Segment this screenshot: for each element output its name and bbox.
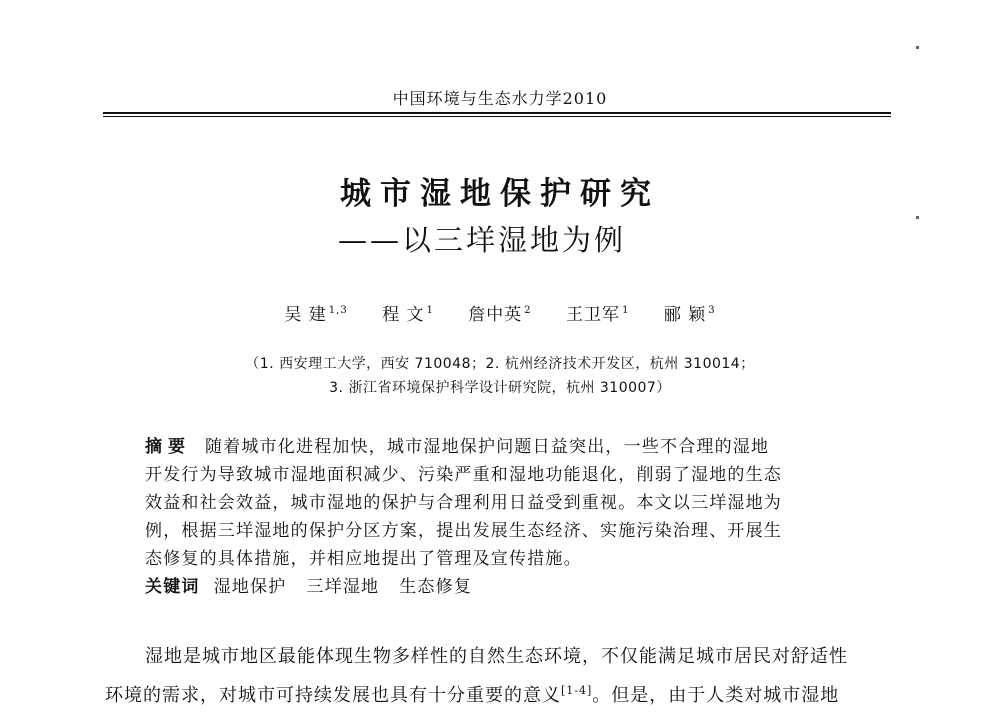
abstract (145, 433, 857, 601)
keyword: 生态修复 (399, 577, 473, 597)
body-line: 湿地是城市地区最能体现生物多样性的自然生态环境，不仅能满足城市居民对舒适性 (145, 646, 848, 667)
scan-speck (916, 46, 919, 49)
keyword: 湿地保护 (213, 577, 287, 597)
author (284, 305, 347, 325)
author-name: 詹中英 (468, 305, 523, 325)
header-rule-thin (103, 116, 891, 117)
author-name: 程 文 (382, 305, 425, 325)
body-text (105, 640, 895, 713)
citation-mark: [1-4] (561, 684, 593, 697)
author-name: 吴 建 (284, 305, 327, 325)
author-list (0, 300, 1000, 325)
author-name: 王卫军 (566, 305, 621, 325)
paper-title: 城市湿地保护研究 (340, 176, 660, 212)
author-affil-mark: 1 (426, 305, 434, 317)
author (382, 305, 434, 325)
abstract-line (145, 433, 857, 461)
keywords-label: 关键词 (145, 577, 200, 597)
author (664, 305, 716, 325)
abstract-line: 效益和社会效益，城市湿地的保护与合理利用日益受到重视。本文以三垟湿地为 (145, 493, 782, 513)
affiliation-line: 3. 浙江省环境保护科学设计研究院，杭州 310007） (329, 380, 671, 396)
journal-header: 中国环境与生态水力学2010 (392, 89, 608, 108)
header-rule-thick (103, 112, 891, 114)
author (468, 305, 531, 325)
abstract-line: 态修复的具体措施，并相应地提出了管理及宣传措施。 (145, 549, 582, 569)
paper-subtitle: ——以三垟湿地为例 (338, 223, 627, 257)
affiliation-line: （1. 西安理工大学，西安 710048；2. 杭州经济技术开发区，杭州 310014； (245, 356, 755, 372)
author-affil-mark: 3 (708, 305, 716, 317)
keywords-line (145, 573, 857, 601)
author-name: 郦 颖 (663, 305, 707, 325)
abstract-label: 摘要 (145, 437, 191, 457)
body-line (105, 674, 895, 713)
scan-speck (916, 216, 919, 219)
abstract-line: 开发行为导致城市湿地面积减少、污染严重和湿地功能退化，削弱了湿地的生态 (145, 465, 782, 485)
author-affil-mark: 1 (622, 305, 630, 317)
body-text-segment: 环境的需求，对城市可持续发展也具有十分重要的意义 (105, 685, 561, 706)
author (566, 305, 629, 325)
body-text-segment: 。但是，由于人类对城市湿地 (592, 685, 840, 706)
keyword: 三垟湿地 (306, 577, 380, 597)
abstract-text: 随着城市化进程加快，城市湿地保护问题日益突出，一些不合理的湿地 (205, 437, 770, 457)
abstract-line: 例，根据三垟湿地的保护分区方案，提出发展生态经济、实施污染治理、开展生 (145, 521, 782, 541)
author-affil-mark: 1,3 (328, 305, 348, 317)
author-affil-mark: 2 (524, 305, 532, 317)
